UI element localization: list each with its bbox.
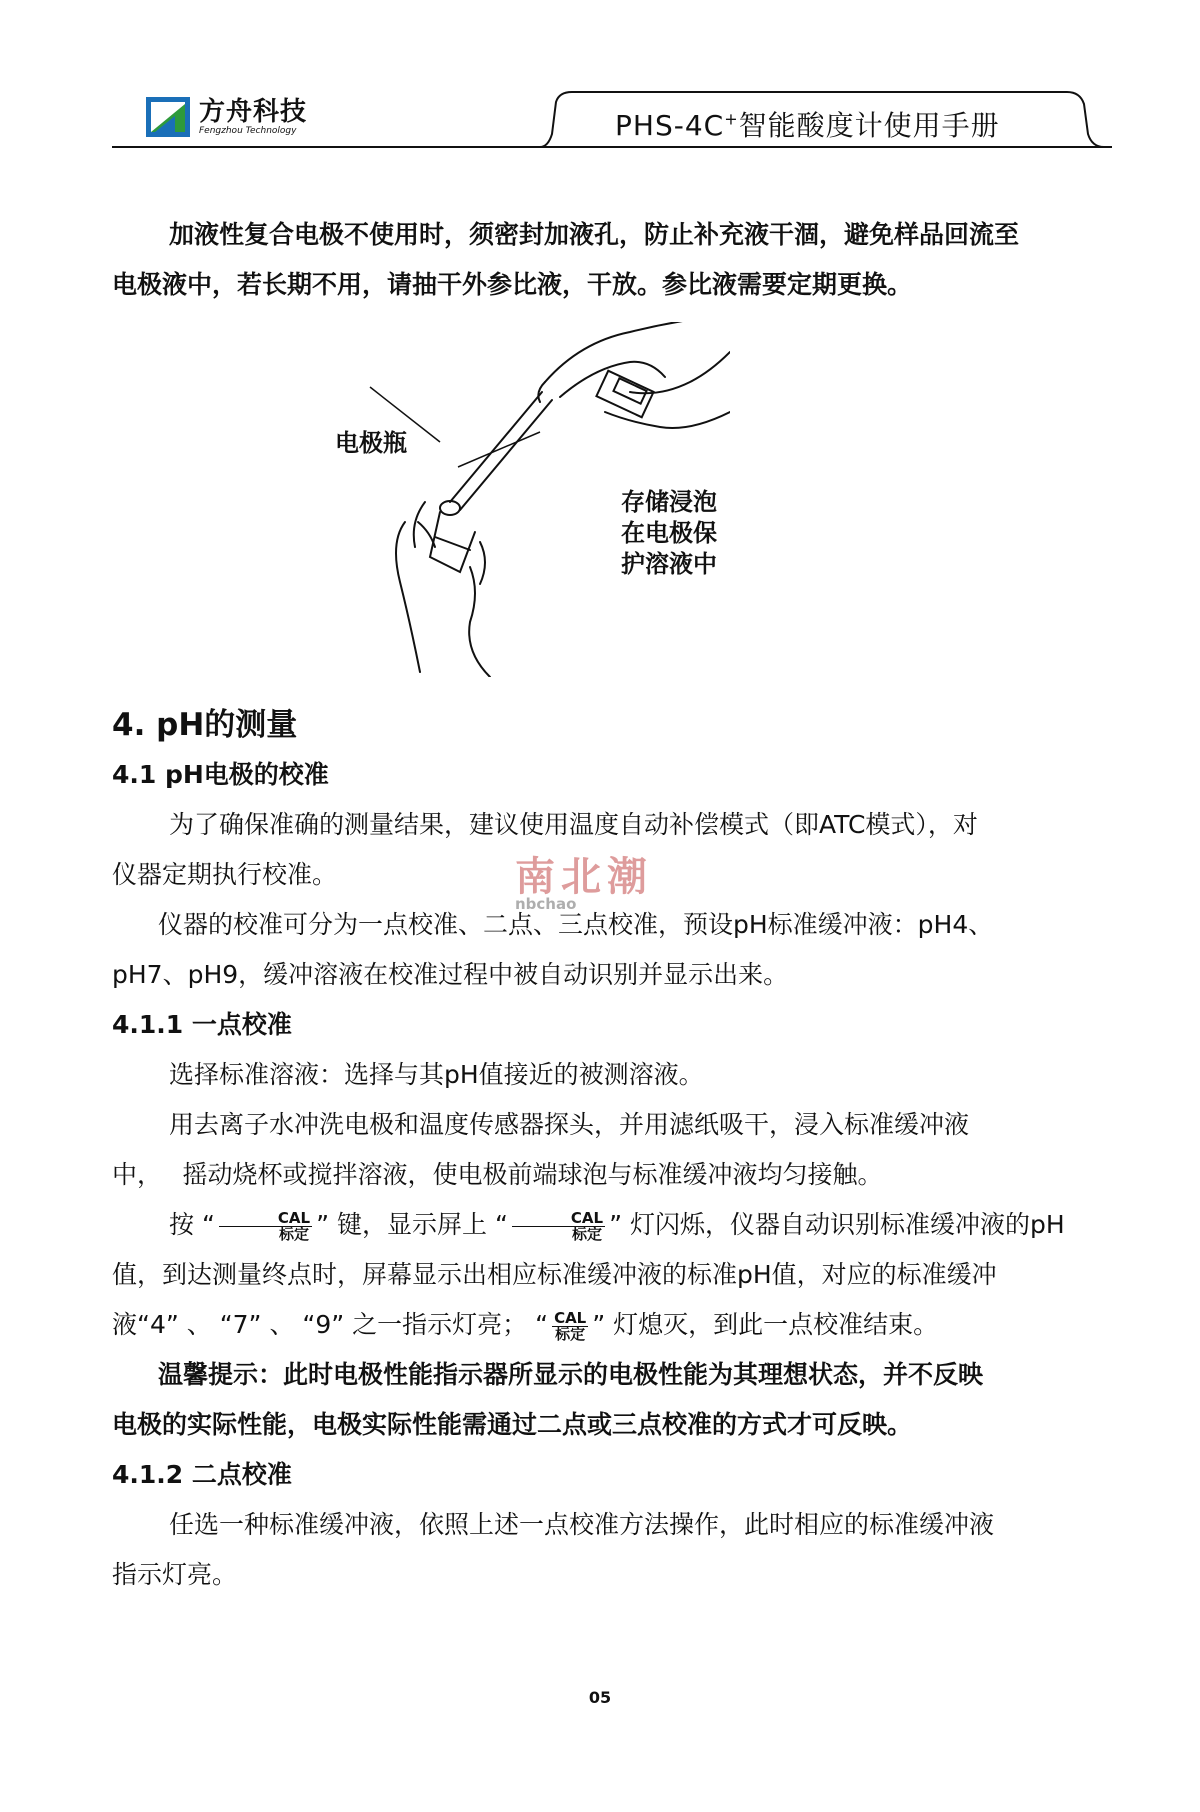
manual-title-model: PHS-4C <box>615 109 725 142</box>
label-storage-line-1: 存储浸泡 <box>621 488 717 516</box>
cal-display-bottom: 标定 <box>571 1224 602 1243</box>
para-6-line-2: 指示灯亮。 <box>112 1560 238 1589</box>
para-5-text-a: 按 “ <box>169 1210 215 1239</box>
para-5-text-d: 液“4” 、 “7” 、 “9” 之一指示灯亮； “ <box>112 1310 549 1339</box>
intro-line-1: 加液性复合电极不使用时，须密封加液孔，防止补充液干涸，避免样品回流至 <box>169 220 1020 249</box>
cal-display-top: CAL <box>512 1211 605 1227</box>
logo-mark-icon <box>145 96 191 138</box>
para-6-line-1: 任选一种标准缓冲液，依照上述一点校准方法操作，此时相应的标准缓冲液 <box>169 1510 995 1539</box>
para-4-line-1: 用去离子水冲洗电极和温度传感器探头，并用滤纸吸干，浸入标准缓冲液 <box>169 1110 970 1139</box>
label-storage-line-2: 在电极保 <box>621 519 717 547</box>
label-electrode-bottle: 电极瓶 <box>335 429 407 457</box>
tip-line-2: 电极的实际性能，电极实际性能需通过二点或三点校准的方式才可反映。 <box>112 1410 913 1439</box>
cal-key-bottom: 标定 <box>278 1224 309 1243</box>
watermark-cn: 南北潮 <box>515 854 653 900</box>
intro-line-2: 电极液中，若长期不用，请抽干外参比液，干放。参比液需要定期更换。 <box>112 270 913 299</box>
logo-company-name: 方舟科技 <box>199 97 308 127</box>
section-4-title: 4. pH的测量 <box>112 707 298 743</box>
watermark-en: nbchao <box>515 895 577 913</box>
cal-indicator-symbol <box>552 1308 588 1343</box>
section-4-1-1-title: 4.1.1 一点校准 <box>112 1010 292 1039</box>
page-header <box>112 82 1112 152</box>
cal-indicator-bottom: 标定 <box>555 1324 586 1343</box>
para-5-line-2: 值，到达测量终点时，屏幕显示出相应标准缓冲液的标准pH值，对应的标准缓冲 <box>112 1260 997 1289</box>
cal-key-top: CAL <box>219 1211 312 1227</box>
manual-title-sup: + <box>724 109 739 129</box>
label-storage-line-3: 护溶液中 <box>621 550 717 578</box>
tip-line-1: 温馨提示：此时电极性能指示器所显示的电极性能为其理想状态，并不反映 <box>158 1360 984 1389</box>
page-number: 05 <box>588 1688 612 1707</box>
cal-key-symbol <box>219 1208 312 1243</box>
company-logo <box>145 96 307 138</box>
section-4-1-2-title: 4.1.2 二点校准 <box>112 1460 292 1489</box>
para-5-line-3 <box>112 1300 1102 1350</box>
manual-title-text: 智能酸度计使用手册 <box>738 109 1000 142</box>
cal-display-symbol <box>512 1208 605 1243</box>
para-1-line-2: 仪器定期执行校准。 <box>112 860 338 889</box>
para-3: 选择标准溶液：选择与其pH值接近的被测溶液。 <box>169 1060 704 1089</box>
section-4 <box>112 700 1102 1600</box>
para-5-text-e: ” 灯熄灭，到此一点校准结束。 <box>592 1310 939 1339</box>
para-5-text-c: ” 灯闪烁，仪器自动识别标准缓冲液的pH <box>609 1210 1065 1239</box>
logo-company-name-en: Fengzhou Technology <box>199 126 297 136</box>
para-4-line-2: 中， 摇动烧杯或搅拌溶液，使电极前端球泡与标准缓冲液均匀接触。 <box>112 1160 883 1189</box>
manual-title <box>615 104 1000 144</box>
para-5-line-1 <box>112 1200 1102 1250</box>
para-5-text-b: ” 键，显示屏上 “ <box>316 1210 508 1239</box>
para-2-line-2: pH7、pH9，缓冲溶液在校准过程中被自动识别并显示出来。 <box>112 960 789 989</box>
watermark <box>515 854 653 913</box>
para-1-line-1: 为了确保准确的测量结果，建议使用温度自动补偿模式（即ATC模式），对 <box>169 810 978 839</box>
section-4-1-title: 4.1 pH电极的校准 <box>112 760 329 789</box>
intro-paragraph <box>112 210 1102 310</box>
cal-indicator-top: CAL <box>554 1308 587 1327</box>
para-2-line-1: 仪器的校准可分为一点校准、二点、三点校准，预设pH标准缓冲液：pH4、 <box>158 910 994 939</box>
